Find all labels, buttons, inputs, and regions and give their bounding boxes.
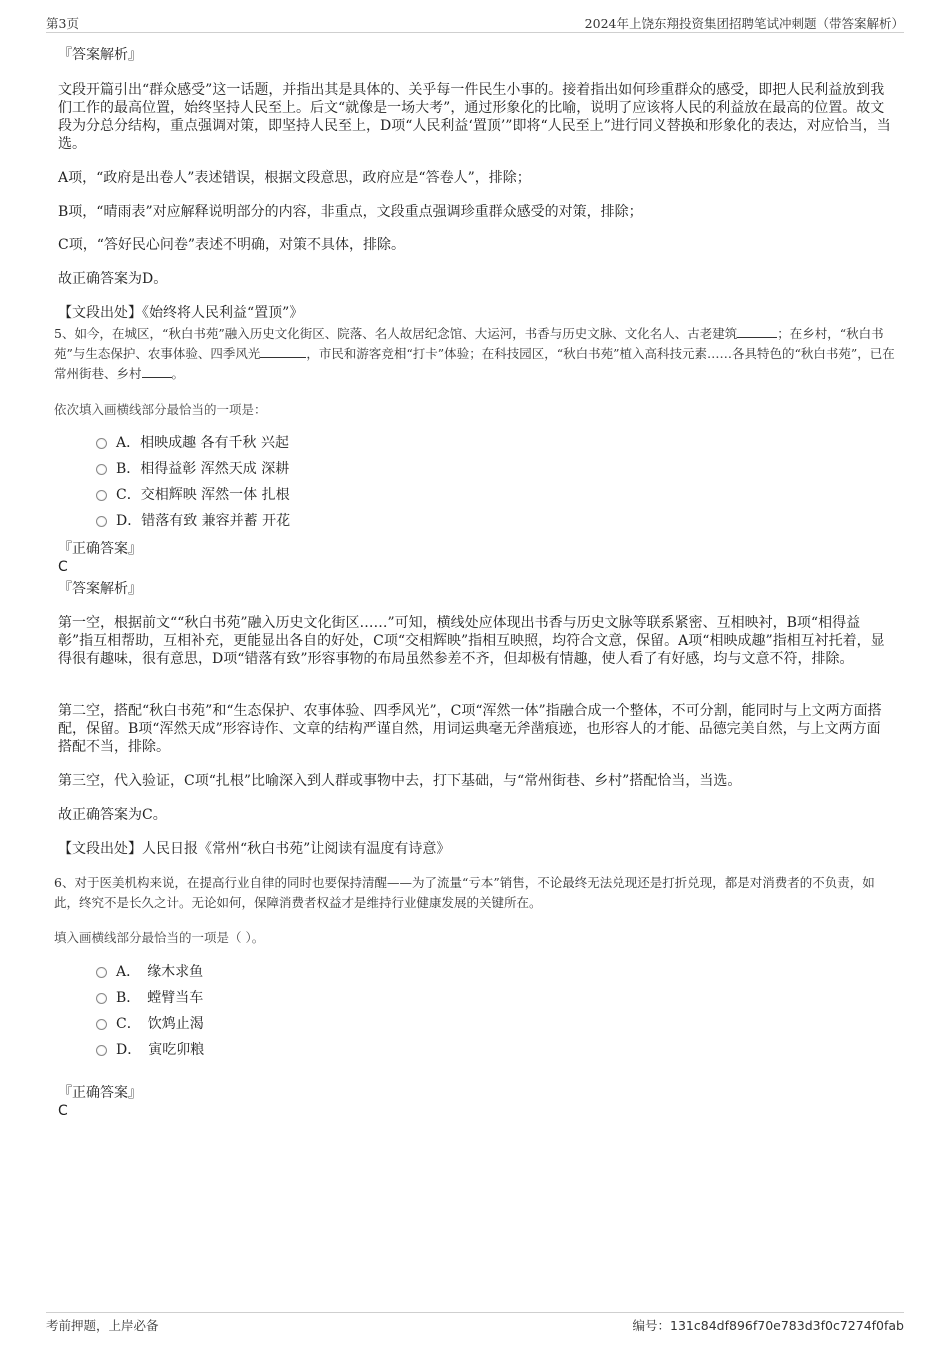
radio-icon[interactable] [96,1019,107,1030]
page-number: 第3页 [46,16,79,31]
correct-answer: C [58,559,68,575]
analysis-paragraph: 第三空，代入验证，C项“扎根”比喻深入到人群或事物中去，打下基础，与“常州街巷、乡村”搭配恰当，当选。 [58,773,742,789]
correct-answer: C [58,1103,68,1119]
option-d[interactable] [96,511,290,531]
question-stem: 6、对于医美机构来说，在提高行业自律的同时也要保持清醒——为了流量“亏本”销售，不论最终无法兑现还是打折兑现，都是对消费者的不负责，如此，终究不是长久之计。无论如何，保障消费者权益才是维持行业健康发展的关键所在。 [54,875,875,910]
answer-heading: 『正确答案』 [58,1085,142,1101]
radio-icon[interactable] [96,464,107,475]
option-label: D． 寅吃卯粮 [116,1042,205,1058]
document-title: 2024年上饶东翔投资集团招聘笔试冲刺题（带答案解析） [584,16,904,31]
radio-icon[interactable] [96,1045,107,1056]
page-header [46,14,904,33]
document-id: 编号：131c84df896f70e783d3f0c7274f0fab [632,1318,904,1333]
option-label: A．相映成趣 各有千秋 兴起 [116,435,290,451]
question-stem: 5、如今，在城区，“秋白书苑”融入历史文化街区、院落、名人故居纪念馆、大运河，书香与历史文脉、文化名人、古老建筑 ；在乡村，“秋白书苑”与生态保护、农事体验、四季风光 ，市民和游客竞相“打卡”体验；在科技园区，“秋白书苑”植入高科技元素……各具特色的“秋白书苑”，已在常州街巷、乡村 。 [54,326,895,381]
analysis-conclusion: 故正确答案为C。 [58,807,167,823]
blank-3 [142,365,172,378]
question-instruction: 填入画横线部分最恰当的一项是（ ）。 [54,930,265,945]
analysis-paragraph: A项，“政府是出卷人”表述错误，根据文段意思，政府应是“答卷人”，排除； [58,170,531,186]
option-b[interactable] [96,988,203,1008]
analysis-paragraph: 第二空，搭配“秋白书苑”和“生态保护、农事体验、四季风光”，C项“浑然一体”指融合成一个整体，不可分割，能同时与上文两方面搭配，保留。B项“浑然天成”形容诗作、文章的结构严谨自然，用词运典毫无斧凿痕迹，也形容人的才能、品德完美自然，与上文两方面搭配不当，排除。 [58,703,882,755]
option-label: D．错落有致 兼容并蓄 开花 [116,513,291,529]
question-instruction: 依次填入画横线部分最恰当的一项是： [54,402,267,417]
option-label: C．交相辉映 浑然一体 扎根 [116,487,290,503]
radio-icon[interactable] [96,516,107,527]
option-label: A． 缘木求鱼 [116,964,204,980]
analysis-conclusion: 故正确答案为D。 [58,271,168,287]
analysis-heading: 『答案解析』 [58,581,142,597]
footer-slogan: 考前押题，上岸必备 [46,1318,159,1333]
radio-icon[interactable] [96,438,107,449]
analysis-paragraph: 第一空，根据前文““秋白书苑”融入历史文化街区……”可知，横线处应体现出书香与历史文脉等联系紧密、互相映衬，B项“相得益彰”指互相帮助，互相补充，更能显出各自的好处，C项“交相辉映”指相互映照，均符合文意，保留。A项“相映成趣”指相互衬托着，显得很有趣味，很有意思，D项“错落有致”形容事物的布局虽然参差不齐，但却极有情趣，使人看了有好感，均与文意不符，排除。 [58,615,885,667]
page-footer [46,1312,904,1333]
option-label: C． 饮鸩止渴 [116,1016,204,1032]
blank-1 [737,325,777,338]
option-a[interactable] [96,962,203,982]
answer-heading: 『正确答案』 [58,541,142,557]
radio-icon[interactable] [96,490,107,501]
analysis-paragraph: B项，“晴雨表”对应解释说明部分的内容，非重点，文段重点强调珍重群众感受的对策，排除； [58,204,643,220]
option-c[interactable] [96,1014,204,1034]
analysis-heading: 『答案解析』 [58,47,142,63]
option-a[interactable] [96,433,289,453]
radio-icon[interactable] [96,967,107,978]
analysis-paragraph: C项，“答好民心问卷”表述不明确，对策不具体，排除。 [58,237,406,253]
option-label: B．相得益彰 浑然天成 深耕 [116,461,290,477]
source-citation: 【文段出处】人民日报《常州“秋白书苑”让阅读有温度有诗意》 [58,841,451,857]
option-c[interactable] [96,485,290,505]
option-label: B． 螳臂当车 [116,990,204,1006]
source-citation: 【文段出处】《始终将人民利益“置顶”》 [58,305,304,321]
radio-icon[interactable] [96,993,107,1004]
blank-2 [260,345,306,358]
option-b[interactable] [96,459,289,479]
analysis-paragraph: 文段开篇引出“群众感受”这一话题，并指出其是具体的、关乎每一件民生小事的。接着指出如何珍重群众的感受，即把人民利益放到我们工作的最高位置，始终坚持人民至上。后文“就像是一场大考”，通过形象化的比喻，说明了应该将人民的利益放在最高的位置。故文段为分总分结构，重点强调对策，即坚持人民至上，D项“人民利益‘置顶’”即将“人民至上”进行同义替换和形象化的表达，对应恰当，当选。 [58,82,891,152]
option-d[interactable] [96,1040,204,1060]
